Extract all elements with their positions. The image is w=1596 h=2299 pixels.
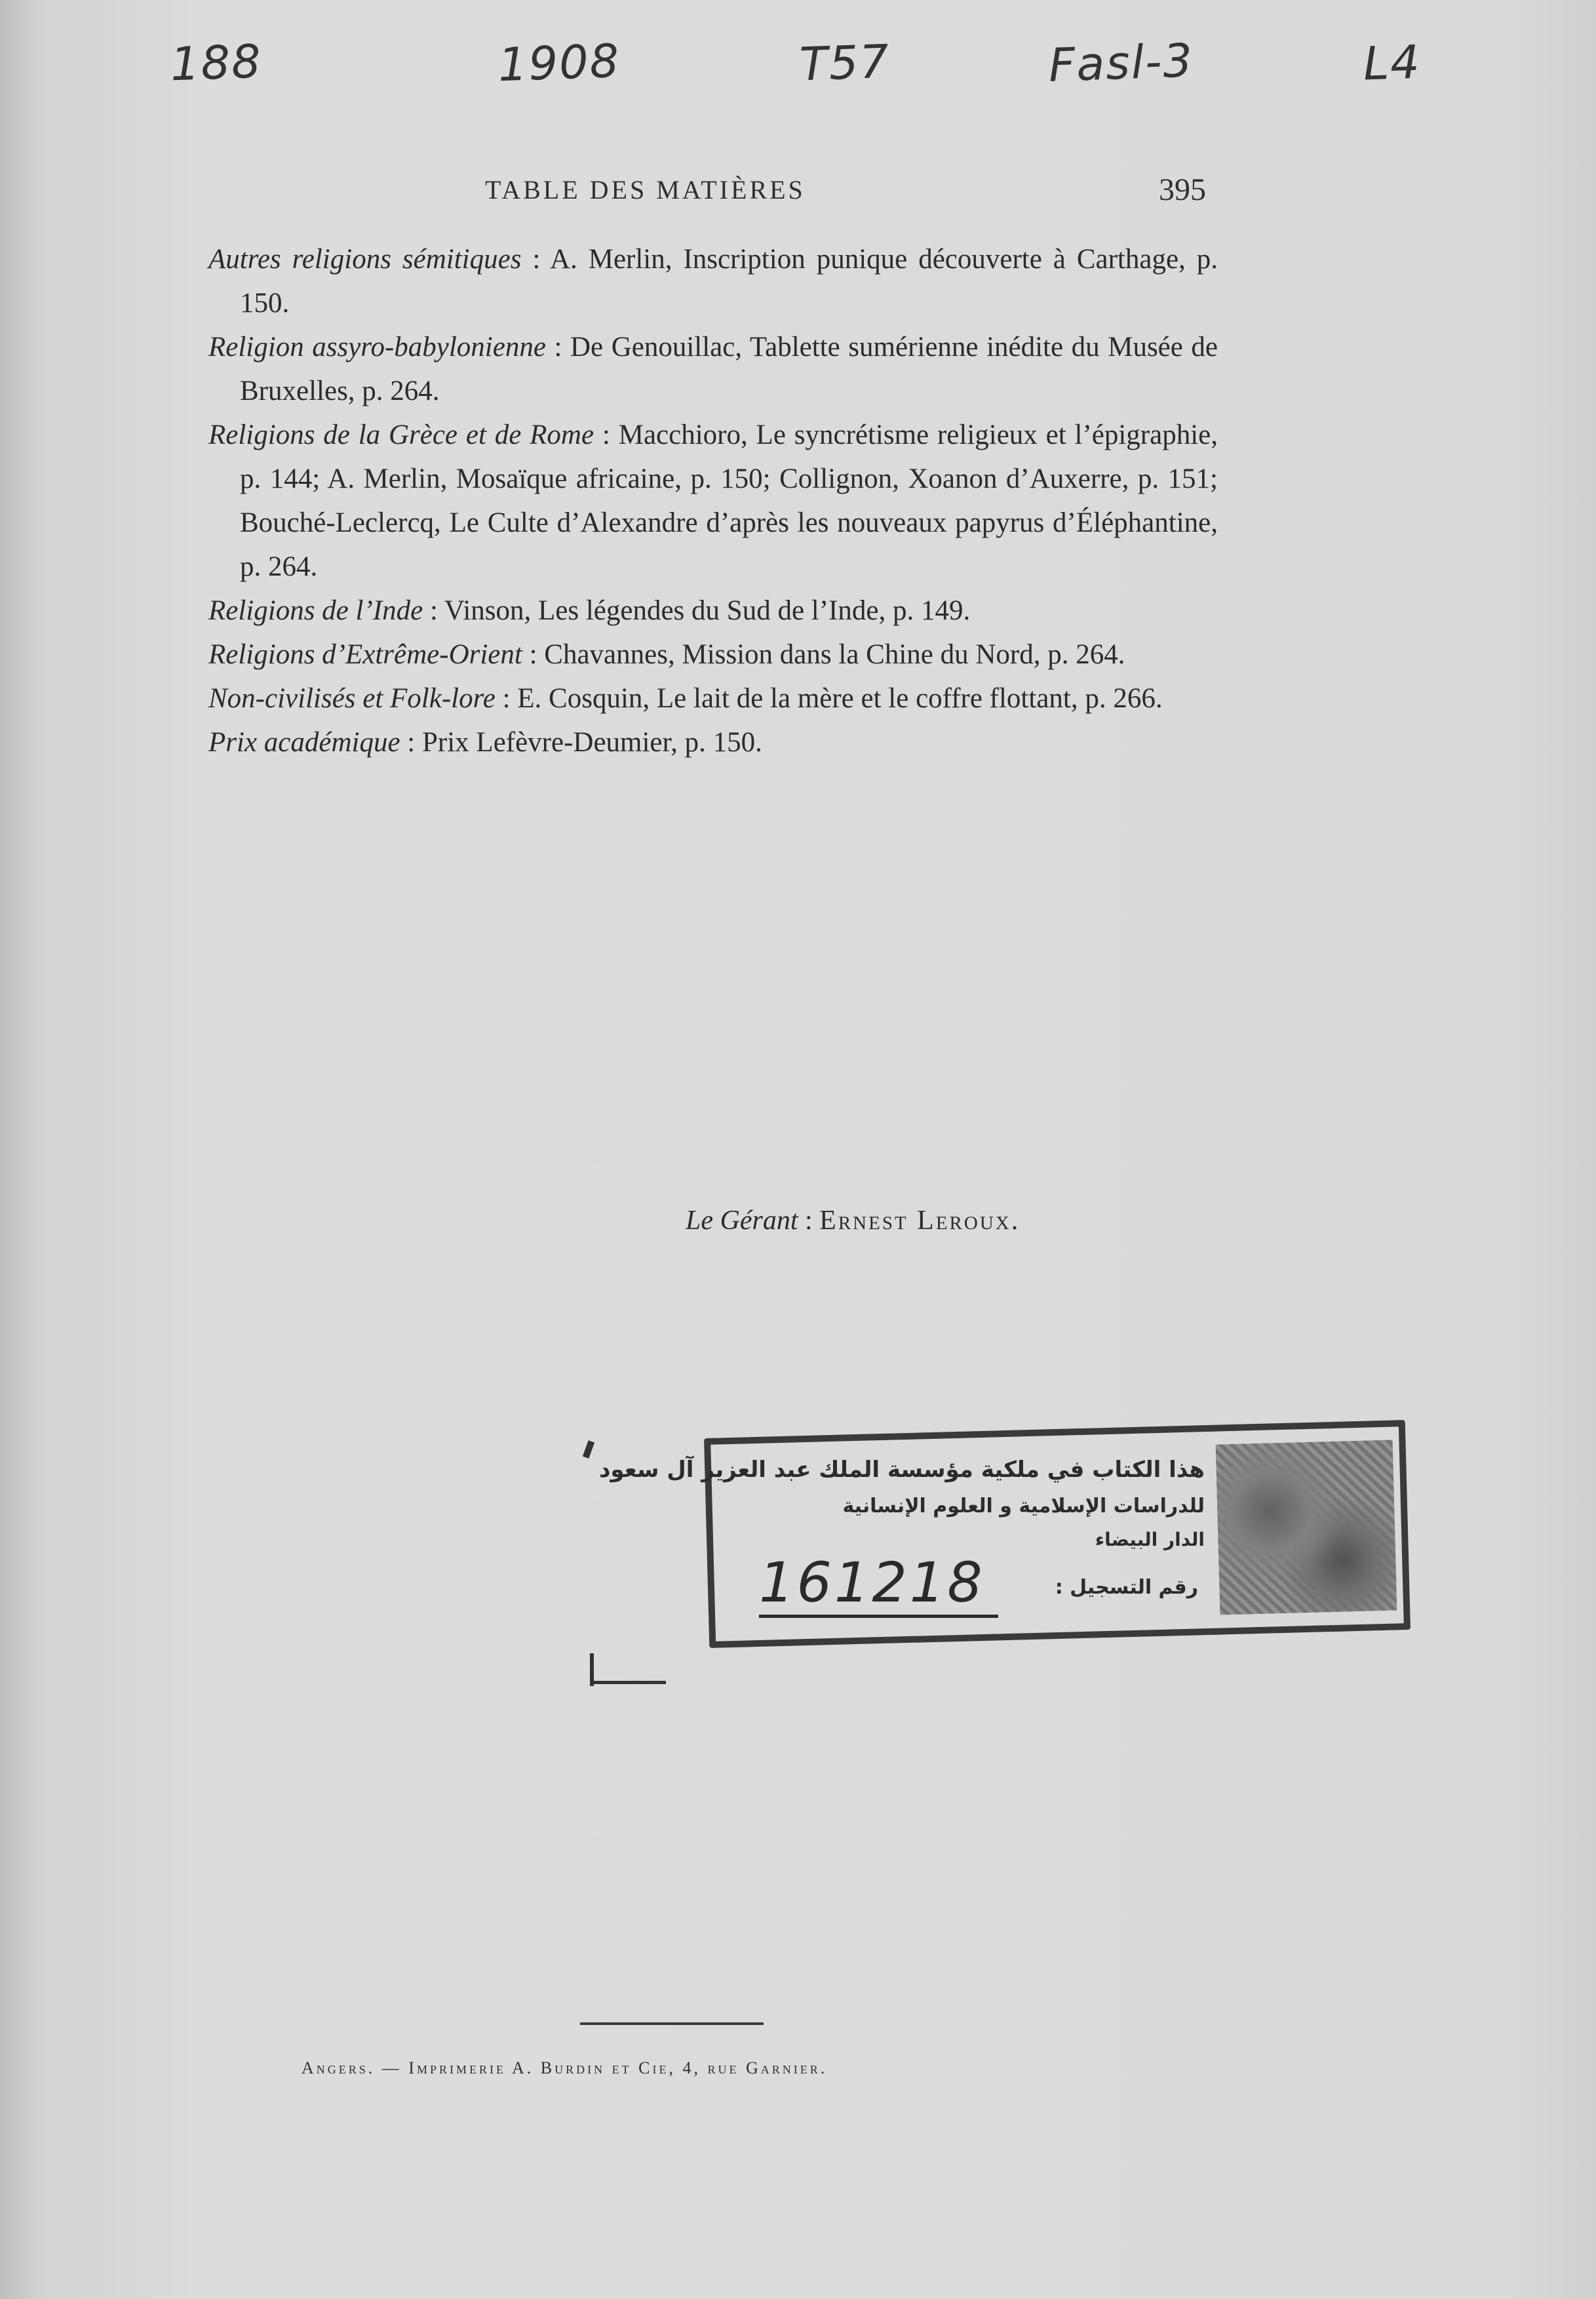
toc-category: Religion assyro-babylonienne [208,332,546,363]
toc-category: Religions d’Extrême-Orient [208,639,522,670]
toc-entry [208,413,1218,589]
toc-text: : Macchioro, Le syncrétisme religieux et l’épigraphie, p. 144; A. Merlin, Mosaïque africaine, p. 150; Collignon, Xoanon d’Auxerre, p. 151; Bouché-Leclercq, Le Culte d’Alexandre d’après les nouveaux papyrus d’Éléphantine, p. 264. [240,420,1218,582]
toc-text: : E. Cosquin, Le lait de la mère et le coffre flottant, p. 266. [495,683,1163,714]
signature-name: Ernest Leroux. [819,1206,1021,1236]
stamp-emblem [1216,1440,1397,1615]
toc-text: : De Genouillac, Tablette sumérienne inédite du Musée de Bruxelles, p. 264. [240,332,1218,406]
printer-imprint: Angers. — Imprimerie A. Burdin et Cie, 4, rue Garnier. [302,2058,828,2077]
handwritten-note: 188 [169,34,263,92]
ink-mark [594,1681,666,1684]
toc-category: Religions de la Grèce et de Rome [208,420,594,450]
signature-line [686,1205,1020,1236]
toc-text: : A. Merlin, Inscription punique découverte à Carthage, p. 150. [240,244,1218,319]
page-number: 395 [1159,172,1206,207]
toc-category: Autres religions sémitiques [208,244,522,275]
toc-category: Prix académique [208,727,400,758]
toc-category: Religions de l’Inde [208,595,423,626]
signature-label: Le Gérant [686,1206,798,1236]
toc-entry [208,720,1218,764]
toc-text: : Prix Lefèvre-Deumier, p. 150. [400,727,762,758]
stamp-registration-number: 161218 [759,1550,998,1618]
page-header [485,172,1206,211]
stamp-text: هذا الكتاب في ملكية مؤسسة الملك عبد العزيز آل سعود [598,1457,1205,1483]
toc-entry [208,325,1218,413]
toc-text: : Vinson, Les légendes du Sud de l’Inde, p. 149. [423,595,971,626]
toc-entry [208,589,1218,633]
toc-text: : Chavannes, Mission dans la Chine du Nord, p. 264. [522,639,1125,670]
running-title: TABLE DES MATIÈRES [485,175,806,205]
handwritten-note: L4 [1362,35,1422,91]
stamp-registration-label: رقم التسجيل : [1055,1576,1198,1599]
toc-category: Non-civilisés et Folk-lore [208,683,496,714]
handwritten-note: T57 [798,34,891,92]
handwritten-note: 1908 [497,33,621,92]
toc-entry [208,633,1218,677]
toc-entry [208,677,1218,720]
stamp-text: للدراسات الإسلامية و العلوم الإنسانية [842,1495,1205,1518]
library-stamp [598,1416,1421,1665]
ink-mark [583,1440,594,1459]
signature-separator: : [798,1206,820,1236]
footer-rule [580,2022,764,2025]
table-of-contents [208,237,1218,764]
handwritten-note: Fasl-3 [1047,33,1195,92]
toc-entry [208,237,1218,325]
stamp-text: الدار البيضاء [1095,1529,1205,1550]
